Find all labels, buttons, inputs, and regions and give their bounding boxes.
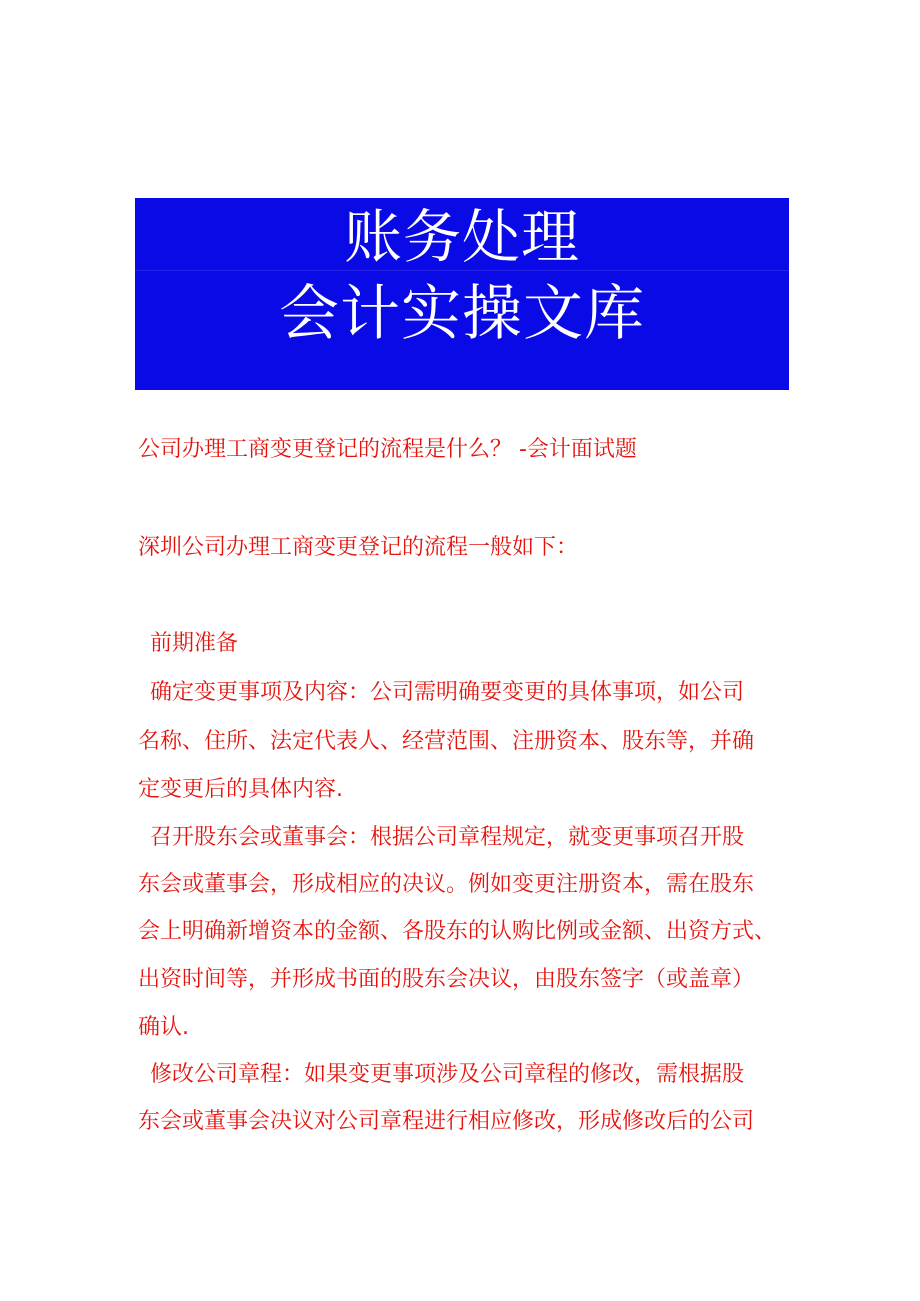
paragraph-line: 确定变更事项及内容：公司需明确要变更的具体事项，如公司 bbox=[150, 680, 745, 705]
banner-title-line-2: 会计实操文库 bbox=[279, 279, 645, 349]
paragraph-line: 召开股东会或董事会：根据公司章程规定，就变更事项召开股 bbox=[150, 825, 745, 850]
paragraph-line: 会上明确新增资本的金额、各股东的认购比例或金额、出资方式、 bbox=[138, 919, 777, 944]
paragraph-line: 定变更后的具体内容. bbox=[138, 777, 343, 802]
paragraph-line: 确认. bbox=[138, 1015, 189, 1040]
paragraph-line: 东会或董事会，形成相应的决议。例如变更注册资本，需在股东 bbox=[138, 872, 755, 897]
paragraph-line: 东会或董事会决议对公司章程进行相应修改，形成修改后的公司 bbox=[138, 1109, 755, 1134]
banner-title-line-1: 账务处理 bbox=[343, 203, 580, 271]
title-banner bbox=[135, 198, 789, 390]
paragraph-line: 修改公司章程：如果变更事项涉及公司章程的修改，需根据股 bbox=[150, 1062, 745, 1087]
document-intro: 深圳公司办理工商变更登记的流程一般如下： bbox=[138, 535, 579, 560]
paragraph-line: 名称、住所、法定代表人、经营范围、注册资本、股东等，并确 bbox=[138, 729, 755, 754]
document-title: 公司办理工商变更登记的流程是什么？ -会计面试题 bbox=[138, 437, 637, 462]
paragraph-line: 出资时间等，并形成书面的股东会决议，由股东签字（或盖章） bbox=[138, 967, 755, 992]
section-heading: 前期准备 bbox=[150, 631, 239, 656]
banner-divider bbox=[135, 270, 789, 271]
